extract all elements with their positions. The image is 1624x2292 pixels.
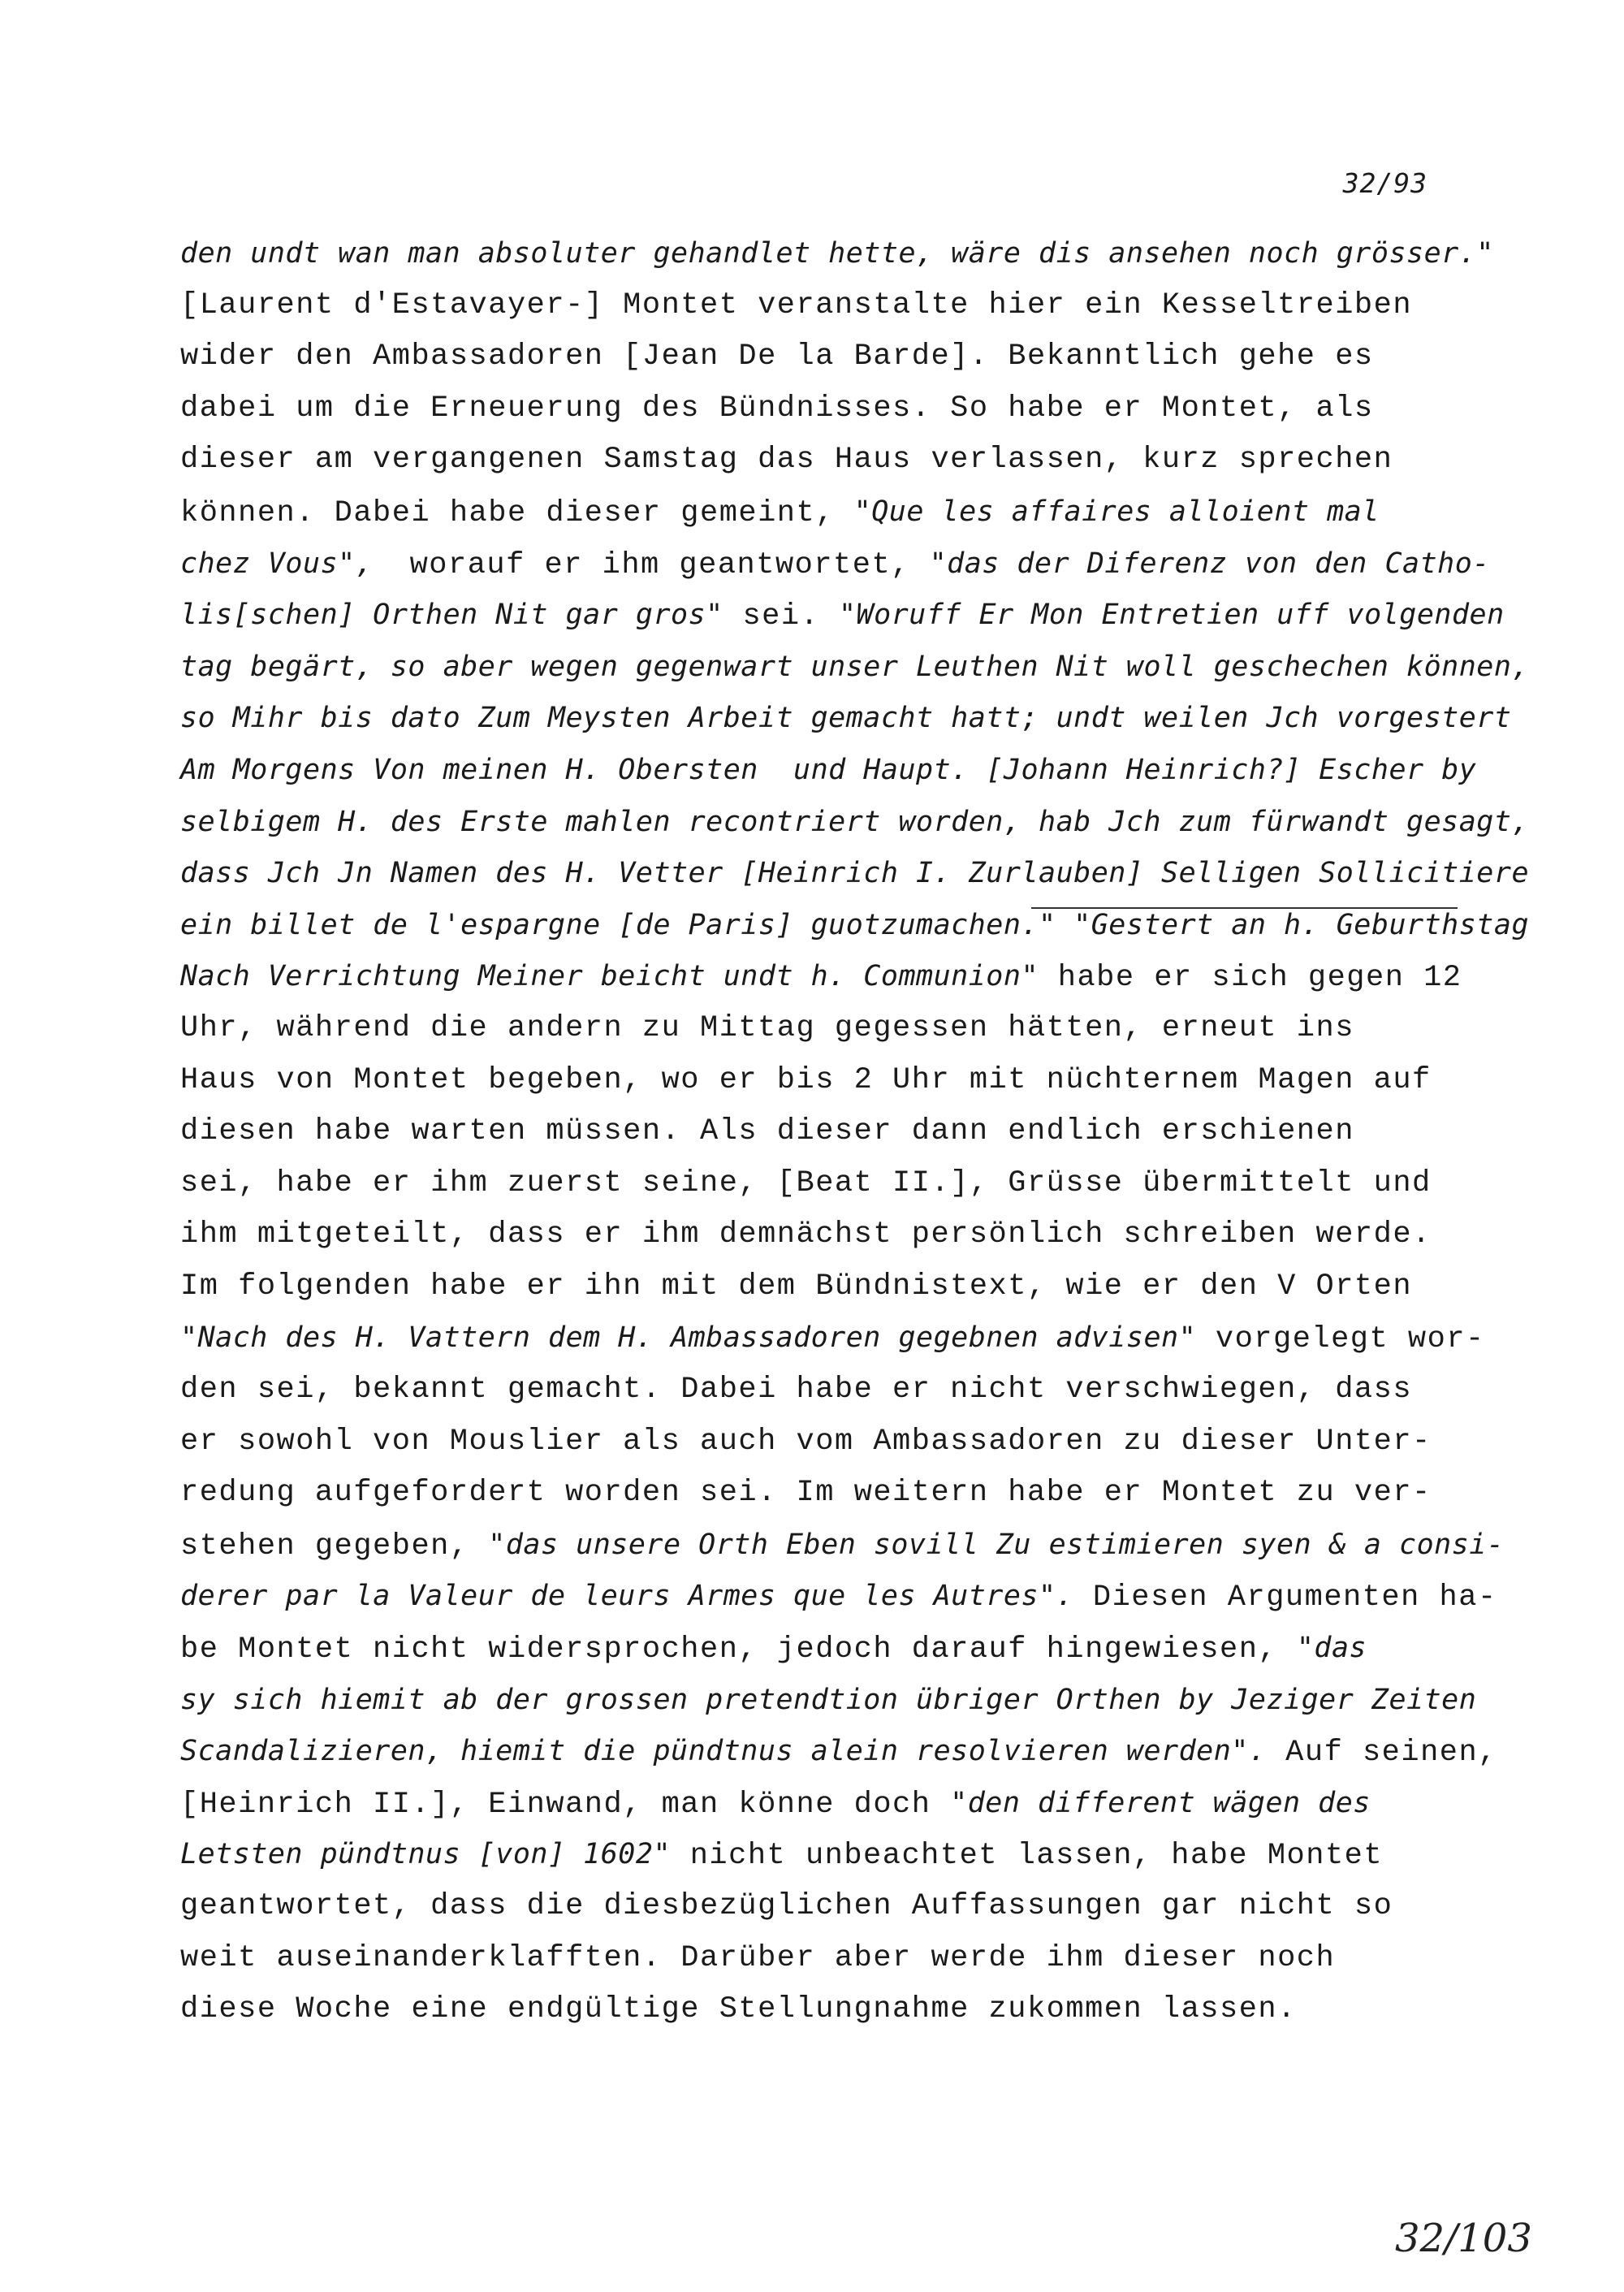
page-number: 32/93 <box>1342 167 1427 199</box>
text-line <box>180 1829 1496 1881</box>
text-line <box>180 1416 1496 1468</box>
summary-text: Auf seinen, <box>1266 1736 1497 1771</box>
summary-text: sei. <box>723 599 839 634</box>
summary-text: weit auseinanderklafften. Darüber aber werde ihm dieser noch <box>180 1940 1336 1975</box>
summary-text: worauf er ihm geantwortet, <box>390 547 930 582</box>
text-line <box>180 331 1496 383</box>
quoted-source-text: ein billet de l'espargne [de Paris] guotzumachen." "Gestert an h. Geburthstag <box>180 908 1530 941</box>
quoted-source-text: so Mihr bis dato Zum Meysten Arbeit gemacht hatt; undt weilen Jch vorgestert <box>180 702 1512 735</box>
summary-text: Uhr, während die andern zu Mittag gegessen hätten, erneut ins <box>180 1010 1354 1045</box>
text-line <box>180 1468 1496 1520</box>
text-line <box>180 1623 1496 1675</box>
summary-text: ihm mitgeteilt, dass er ihm demnächst persönlich schreiben werde. <box>180 1217 1432 1252</box>
quoted-source-text: Am Morgens Von meinen H. Obersten und Haupt. [Johann Heinrich?] Escher by <box>180 753 1477 786</box>
quoted-source-text: Scandalizieren, hiemit die pündtnus alein resolvieren werden". <box>180 1735 1267 1768</box>
summary-text: vorgelegt wor- <box>1196 1322 1485 1357</box>
quoted-source-text: "Que les affaires alloient mal <box>853 495 1380 528</box>
text-line <box>180 693 1512 745</box>
text-line <box>180 435 1496 487</box>
text-line <box>180 1209 1496 1261</box>
text-line <box>180 383 1496 435</box>
quoted-source-text: chez Vous", <box>180 547 391 580</box>
quoted-source-text: Nach Verrichtung Meiner beicht undt h. Communion" <box>180 960 1039 993</box>
summary-text: [Heinrich II.], Einwand, man könne doch <box>180 1787 951 1822</box>
text-line <box>180 1261 1496 1313</box>
text-line <box>180 1364 1496 1416</box>
quoted-source-text: tag begärt, so aber wegen gegenwart unser Leuthen Nit woll geschechen können, <box>180 650 1530 683</box>
text-line <box>180 1984 1496 2036</box>
quoted-source-text: sy sich hiemit ab der grossen pretendtion übriger Orthen by Jeziger Zeiten <box>180 1683 1477 1716</box>
text-line <box>180 1675 1496 1727</box>
quoted-source-text: den undt wan man absoluter gehandlet hette, wäre dis ansehen noch grösser." <box>180 237 1494 270</box>
summary-text: können. Dabei habe dieser gemeint, <box>180 495 854 530</box>
summary-text: stehen gegeben, <box>180 1529 489 1563</box>
summary-text: dieser am vergangenen Samstag das Haus verlassen, kurz sprechen <box>180 443 1393 478</box>
handwritten-archive-number: 32/103 <box>1395 2216 1532 2261</box>
text-line <box>180 1726 1496 1778</box>
text-line <box>180 745 1496 797</box>
text-line <box>180 1778 1496 1830</box>
summary-text: habe er sich gegen 12 <box>1039 961 1462 996</box>
text-line <box>180 1312 1496 1364</box>
text-line <box>180 590 1505 642</box>
quoted-source-text: "das unsere Orth Eben sovill Zu estimieren syen & a consi- <box>488 1528 1505 1561</box>
summary-text: er sowohl von Mouslier als auch vom Ambassadoren zu dieser Unter- <box>180 1424 1432 1459</box>
text-line <box>180 1106 1496 1158</box>
quoted-source-text: dass Jch Jn Namen des H. Vetter [Heinrich I. Zurlauben] Selligen Sollicitiere <box>180 857 1530 890</box>
text-line <box>180 1003 1496 1055</box>
summary-text: diesen habe warten müssen. Als dieser dann endlich erschienen <box>180 1114 1354 1149</box>
strikethrough-line <box>1031 907 1458 909</box>
text-line <box>180 848 1530 900</box>
summary-text: diese Woche eine endgültige Stellungnahme zukommen lassen. <box>180 1992 1297 2027</box>
summary-text: wider den Ambassadoren [Jean De la Barde]. Bekanntlich gehe es <box>180 339 1374 374</box>
quoted-source-text: selbigem H. des Erste mahlen recontriert worden, hab Jch zum fürwandt gesagt, <box>180 805 1530 838</box>
summary-text: redung aufgefordert worden sei. Im weitern habe er Montet zu ver- <box>180 1476 1432 1511</box>
text-line <box>180 797 1530 849</box>
text-line <box>180 951 1496 1003</box>
summary-text: Im folgenden habe er ihn mit dem Bündnistext, wie er den V Orten <box>180 1269 1413 1304</box>
summary-text: geantwortet, dass die diesbezüglichen Auffassungen gar nicht so <box>180 1889 1393 1923</box>
quoted-source-text: "Woruff Er Mon Entretien uff volgenden <box>838 599 1505 632</box>
summary-text: Haus von Montet begeben, wo er bis 2 Uhr mit nüchternem Magen auf <box>180 1062 1432 1097</box>
text-line <box>180 1881 1496 1933</box>
quoted-source-text: Letsten pündtnus [von] 1602" <box>180 1838 672 1871</box>
summary-text: dabei um die Erneuerung des Bündnisses. So habe er Montet, als <box>180 391 1374 426</box>
body-text <box>180 228 1530 2036</box>
summary-text: Diesen Argumenten ha- <box>1073 1581 1497 1615</box>
text-line <box>180 1520 1505 1572</box>
text-line <box>180 1933 1496 1985</box>
text-line <box>180 280 1496 332</box>
quoted-source-text: derer par la Valeur de leurs Armes que les Autres". <box>180 1580 1074 1613</box>
text-line <box>180 538 1496 590</box>
summary-text: [Laurent d'Estavayer-] Montet veranstalte hier ein Kesseltreiben <box>180 288 1413 322</box>
text-line <box>180 642 1530 694</box>
summary-text: den sei, bekannt gemacht. Dabei habe er nicht verschwiegen, dass <box>180 1373 1413 1408</box>
quoted-source-text: lis[schen] Orthen Nit gar gros" <box>180 599 723 632</box>
summary-text: be Montet nicht widersprochen, jedoch darauf hingewiesen, <box>180 1633 1297 1667</box>
text-line <box>180 1158 1496 1210</box>
text-line <box>180 487 1496 538</box>
quoted-source-text: "das <box>1296 1632 1367 1665</box>
summary-text: nicht unbeachtet lassen, habe Montet <box>671 1839 1384 1874</box>
text-line <box>180 228 1496 280</box>
quoted-source-text: "das der Diferenz von den Catho- <box>929 547 1490 580</box>
summary-text: sei, habe er ihm zuerst seine, [Beat II.], Grüsse übermittelt und <box>180 1165 1432 1200</box>
text-line <box>180 1571 1496 1623</box>
quoted-source-text: "den different wägen des <box>950 1786 1371 1819</box>
quoted-source-text: "Nach des H. Vattern dem H. Ambassadoren gegebnen advisen" <box>180 1321 1197 1355</box>
text-line <box>180 1055 1496 1107</box>
